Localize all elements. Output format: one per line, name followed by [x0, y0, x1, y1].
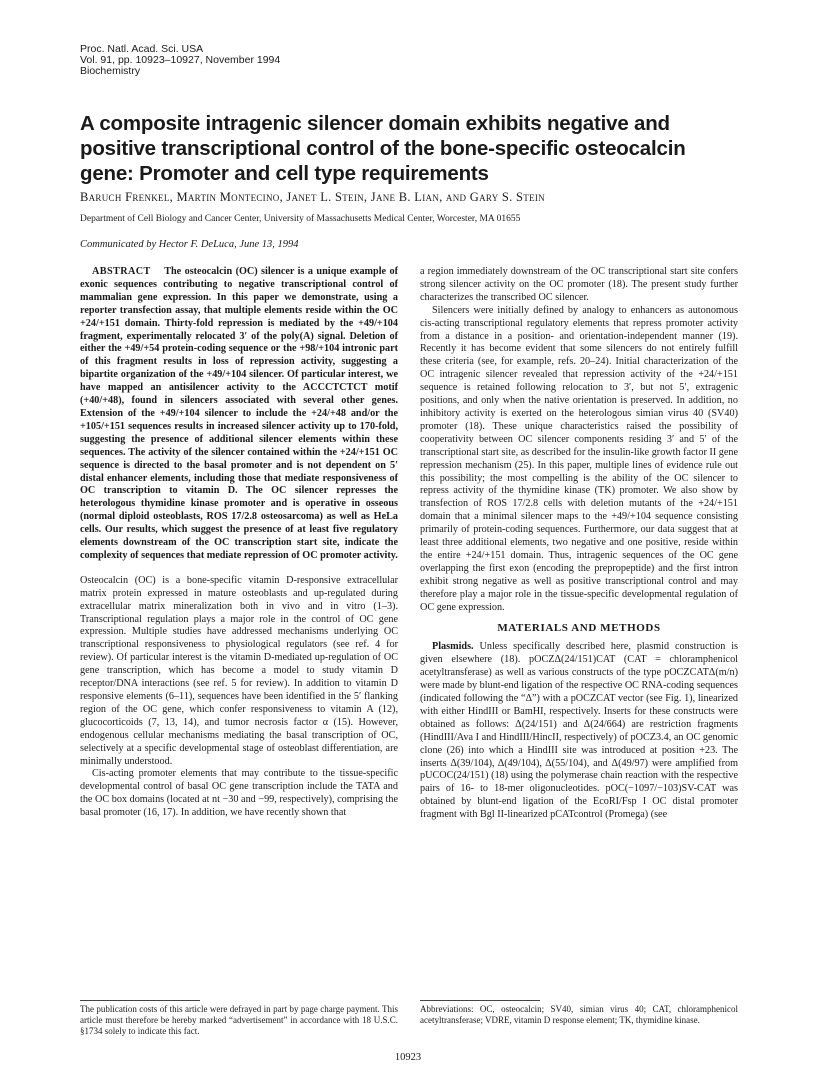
intro-paragraph-2-continued: a region immediately downstream of the OC transcriptional start site confers strong silencer activity on the OC promoter (18). The present study further characterizes the transcribed OC silencer.	[420, 266, 738, 303]
methods-text: Unless specifically described here, plasmid construction is given elsewhere (18). pOCZΔ(24/151)CAT (CAT = chloramphenicol acetyltransferase) as well as various constructs of the type pOCZCATΔ(m/n) were made by blunt-end ligation of the respective OC RNA-coding sequences (indicated following the “Δ”) with a pOCZCAT vector (see Fig. 1), linearized with either HindIII or BamHI, respectively. Inserts for these constructs were obtained as follows: Δ(24/151) and Δ(24/664) are restriction fragments (HindIII/Ava I and HindIII/HincII, respectively) of pOCZ3.4, an OC genomic clone (26) into which a HindIII site was introduced at position +23. The inserts Δ(39/104), Δ(49/104), Δ(55/104), and Δ(49/97) were amplified from pUCOC(24/151) (18) using the polymerase chain reaction with the respective pairs of 16- to 18-mer oligonucleotides. pOC(−1097/−103)SV-CAT was obtained by blunt-end ligation of the EcoRI/Fsp I OC distal promoter fragment with Bgl II-linearized pCATcontrol (Promega) (see	[420, 641, 738, 821]
page-number: 10923	[394, 1052, 422, 1063]
author-list: Baruch Frenkel, Martin Montecino, Janet L. Stein, Jane B. Lian, and Gary S. Stein	[80, 190, 545, 204]
methods-paragraph	[420, 641, 738, 822]
abstract	[80, 266, 398, 563]
publication-cost-footnote: The publication costs of this article were defrayed in part by page charge payment. This article must therefore be hereby marked “advertisement” in accordance with 18 U.S.C. §1734 solely to indicate this fact.	[80, 1004, 398, 1036]
methods-heading: MATERIALS AND METHODS	[497, 622, 661, 635]
right-column	[420, 266, 738, 822]
intro-paragraph-3: Silencers were initially defined by analogy to enhancers as autonomous cis-acting transcriptional regulatory elements that repress promoter activity from a distance in a position- and orientation-independent manner (19). Recently it has become evident that some silencers do not entirely fulfill these criteria (see, for example, refs. 20–24). Initial characterization of the OC intragenic silencer revealed that repression activity of the +24/+151 sequence is retained following relocation to 3′, but not 5′, extragenic positions, and only when the native orientation is preserved. In addition, no inhibitory activity is exerted on the heterologous simian virus 40 (SV40) promoter (18). These unique characteristics raised the possibility of cooperativity between OC silencer components residing 3′ and 5′ of the transcriptional start site, as described for the insulin-like growth factor II gene repression mechanism (25). In this paper, multiple lines of evidence rule out this possibility; the most compelling is the ability of the OC silencer to repress activity of the thymidine kinase (TK) promoter. We also show by transfection of ROS 17/2.8 cells with deletion mutants of the +24/+151 domain that a minimal silencer maps to the +49/+104 sequence consisting primarily of protein-coding sequences. Furthermore, our data suggest that at least three additional elements, two negative and one positive, reside within the entire +24/+151 domain. Thus, intragenic sequences of the OC gene overlapping the first exon (encoding the prepropeptide) and the first intron exhibit strong negative as well as positive transcriptional control and may therefore play a major role in the tissue-specific developmental regulation of OC gene expression.	[420, 304, 738, 613]
plasmids-runin-heading: Plasmids.	[432, 641, 474, 653]
intro-paragraph-1: Osteocalcin (OC) is a bone-specific vitamin D-responsive extracellular matrix protein expressed in mature osteoblasts and up-regulated during extracellular matrix mineralization both in vivo and in vitro (1–3). Transcriptional regulation plays a major role in the control of OC gene expression. Multiple studies have addressed mechanisms underlying OC transcriptional responsiveness to physiological regulators (see ref. 4 for review). Of particular interest is the vitamin D-mediated up-regulation of OC gene transcription, which has become a model to study vitamin D receptor/DNA interactions (see ref. 5 for review). In addition to vitamin D responsive elements (6–11), sequences have been identified in the 5′ flanking region of the OC gene, which confer responsiveness to vitamin A (12), glucocorticoids (7, 13, 14), and tumor necrosis factor α (15). However, endogenous cellular mechanisms mediating the basal transcription of OC, selectively at a specific developmental stage of osteoblast differentiation, are minimally understood.	[80, 574, 398, 767]
journal-name: Proc. Natl. Acad. Sci. USA	[80, 43, 204, 55]
footnote-rule-right	[420, 1000, 540, 1001]
left-column	[80, 266, 398, 820]
affiliation: Department of Cell Biology and Cancer Center, University of Massachusetts Medical Center, Worcester, MA 01655	[80, 214, 521, 224]
article-title: A composite intragenic silencer domain exhibits negative and positive transcriptional control of the bone-specific osteocalcin gene: Promoter and cell type requirements	[80, 112, 686, 185]
footnote-rule-left	[80, 1000, 200, 1001]
abbreviations-footnote: Abbreviations: OC, osteocalcin; SV40, simian virus 40; CAT, chloramphenicol acetyltransferase; VDRE, vitamin D response element; TK, thymidine kinase.	[420, 1004, 738, 1025]
journal-section: Biochemistry	[80, 65, 141, 77]
intro-paragraph-2: Cis-acting promoter elements that may contribute to the tissue-specific developmental control of basal OC gene transcription include the TATA and the OC box domains (located at nt −30 and −99, respectively), comprising the basal promoter (16, 17). In addition, we have recently shown that	[80, 768, 398, 819]
abstract-label: ABSTRACT	[92, 266, 151, 277]
abstract-text: The osteocalcin (OC) silencer is a unique example of exonic sequences contributing to negative transcriptional control of mammalian gene expression. In this paper we demonstrate, using a reporter transfection assay, that multiple elements reside within the OC +24/+151 domain. Thirty-fold repression is mediated by the +49/+104 fragment, experimentally relocated 3′ of the poly(A) signal. Deletion of either the +49/+54 protein-coding sequence or the +98/+104 intronic part of this fragment results in loss of repression activity, suggesting a bipartite organization of the +49/+104 silencer. Of particular interest, we have mapped an antisilencer activity to the ACCCTCTCT motif (+40/+48), found in silencers associated with several other genes. Extension of the +49/+104 silencer to include the +24/+48 and/or the +105/+151 sequences results in increased silencer activity up to 170-fold, suggesting the presence of additional silencer elements within these sequences. The activity of the silencer contained within the +24/+151 OC sequence is directed to the basal promoter and is not dependent on 5′ distal enhancer elements, including those that mediate responsiveness of OC transcription to vitamin D. The OC silencer represses the heterologous thymidine kinase promoter and is operative in osseous (normal diploid osteoblasts, ROS 17/2.8 osteosarcoma) as well as HeLa cells. Our results, which suggest the presence of at least five regulatory elements downstream of the OC transcription start site, indicate the complexity of sequences that mediate repression of OC promoter activity.	[80, 266, 398, 561]
journal-header	[80, 44, 280, 77]
journal-volume: Vol. 91, pp. 10923–10927, November 1994	[80, 54, 281, 66]
communicated-by: Communicated by Hector F. DeLuca, June 13, 1994	[80, 239, 299, 250]
